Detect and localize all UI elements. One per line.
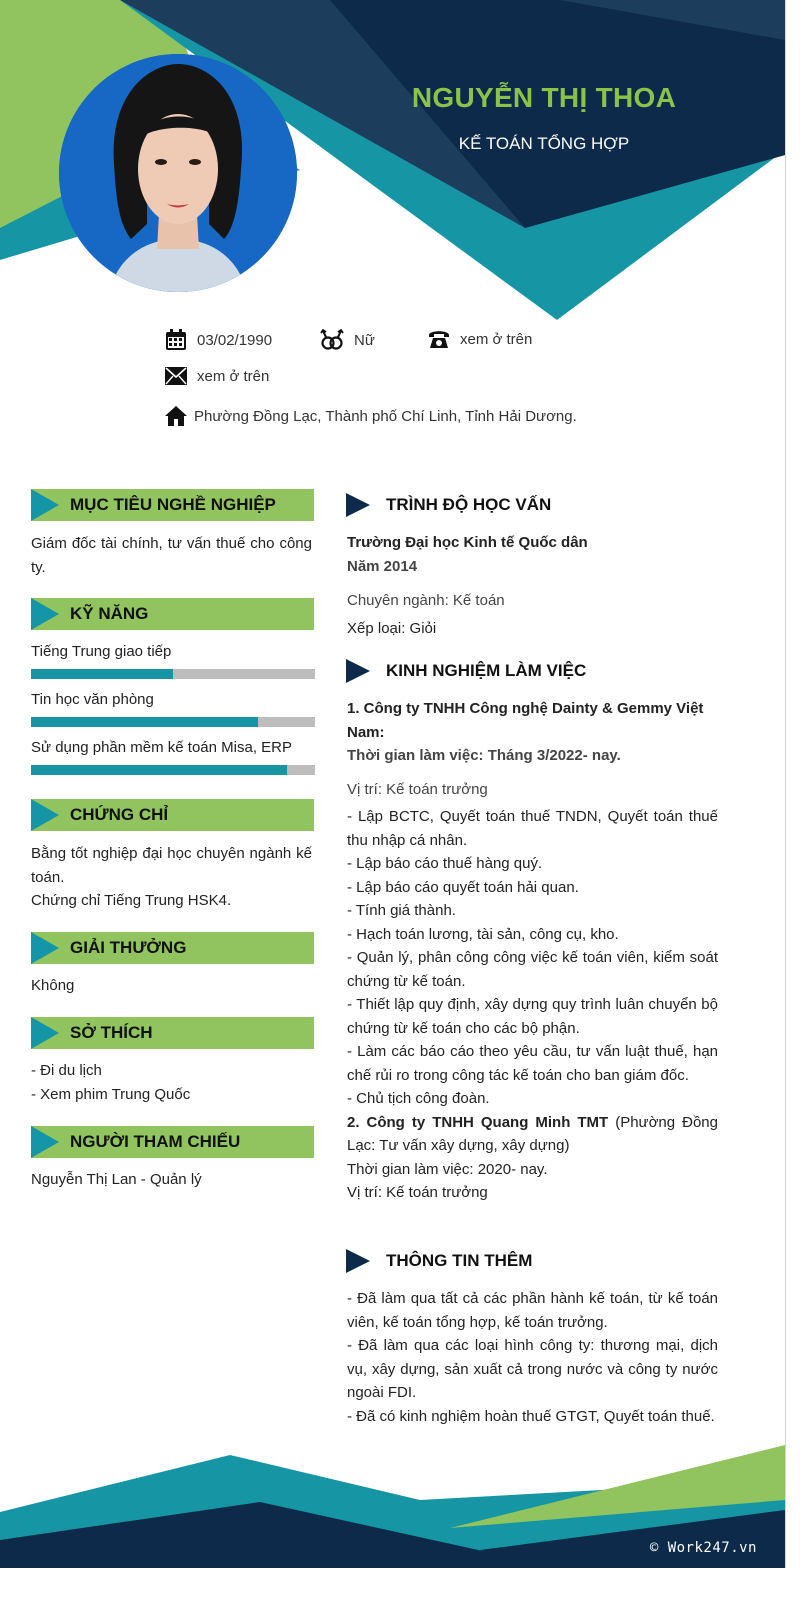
skill-bar xyxy=(31,717,315,727)
section-arrow-icon xyxy=(31,932,59,964)
skills-header xyxy=(31,598,314,630)
additional-item: - Đã làm qua tất cả các phần hành kế toán, từ kế toán viên, kế toán tổng hợp, kế toán trưởng. xyxy=(347,1290,718,1331)
address-value: Phường Đồng Lạc, Thành phố Chí Linh, Tỉnh Hải Dương. xyxy=(194,407,577,425)
job-duty: - Thiết lập quy định, xây dựng quy trình luân chuyển bộ chứng từ kế toán cho các bộ phận. xyxy=(347,996,718,1037)
section-arrow-icon xyxy=(31,799,59,831)
phone-row xyxy=(428,329,532,349)
gender-value: Nữ xyxy=(354,331,375,349)
references-header xyxy=(31,1126,314,1158)
objective-header xyxy=(31,489,314,521)
skill-name: Tin học văn phòng xyxy=(31,691,154,708)
objective-title: MỤC TIÊU NGHỀ NGHIỆP xyxy=(70,495,276,514)
avatar-portrait xyxy=(59,54,297,292)
dob-row xyxy=(165,329,272,351)
candidate-name: NGUYỄN THỊ THOA xyxy=(411,82,677,113)
awards-text: Không xyxy=(31,977,75,994)
skill-name: Tiếng Trung giao tiếp xyxy=(31,643,172,660)
gender-row xyxy=(320,329,375,351)
job-duty: - Hạch toán lương, tài sản, công cụ, kho. xyxy=(347,925,619,943)
section-arrow-icon xyxy=(31,1126,59,1158)
job2-heading xyxy=(347,1111,718,1158)
watermark: © Work247.vn xyxy=(649,1540,757,1556)
section-arrow-icon xyxy=(31,1017,59,1049)
section-arrow-icon xyxy=(31,489,59,521)
references-title: NGƯỜI THAM CHIẾU xyxy=(70,1132,241,1151)
job-duty: - Lập báo cáo quyết toán hải quan. xyxy=(347,878,579,896)
certificate-item: Bằng tốt nghiệp đại học chuyên ngành kế toán. xyxy=(31,845,312,886)
hobby-item: - Xem phim Trung Quốc xyxy=(31,1086,191,1103)
home-icon xyxy=(165,406,187,426)
job-duty: - Lập báo cáo thuế hàng quý. xyxy=(347,855,543,872)
skills-title: KỸ NĂNG xyxy=(70,604,149,623)
certificates-title: CHỨNG CHỈ xyxy=(70,805,169,824)
skill-name: Sử dụng phần mềm kế toán Misa, ERP xyxy=(31,739,293,756)
hobbies-title: SỞ THÍCH xyxy=(70,1023,153,1042)
candidate-position: KẾ TOÁN TỔNG HỢP xyxy=(458,134,630,153)
dob-value: 03/02/1990 xyxy=(197,331,273,349)
job-company: 2. Công ty TNHH Quang Minh TMT xyxy=(347,1113,609,1131)
job-company: 1. Công ty TNHH Công nghệ Dainty & Gemmy Việt Nam: xyxy=(347,700,704,741)
section-arrow-icon xyxy=(346,1249,370,1273)
skill-bar-fill xyxy=(31,765,287,775)
job-role: Vị trí: Kế toán trưởng xyxy=(347,780,488,798)
job-time: Thời gian làm việc: Tháng 3/2022- nay. xyxy=(347,747,621,764)
email-row xyxy=(165,367,269,385)
additional-title: THÔNG TIN THÊM xyxy=(386,1251,533,1270)
education-school: Trường Đại học Kinh tế Quốc dân xyxy=(347,534,588,551)
section-arrow-icon xyxy=(31,598,59,630)
phone-icon xyxy=(428,329,450,349)
education-header xyxy=(346,489,718,521)
references-text: Nguyễn Thị Lan - Quản lý xyxy=(31,1171,202,1188)
hobby-item: - Đi du lịch xyxy=(31,1062,102,1079)
avatar xyxy=(59,54,297,292)
envelope-icon xyxy=(165,367,187,385)
education-grade: Xếp loại: Giỏi xyxy=(347,620,437,637)
email-value: xem ở trên xyxy=(197,367,270,385)
certificate-item: Chứng chỉ Tiếng Trung HSK4. xyxy=(31,892,232,909)
job-duties xyxy=(347,805,718,1111)
additional-content xyxy=(347,1287,718,1428)
education-year: Năm 2014 xyxy=(347,558,418,575)
experience-content xyxy=(347,697,718,1205)
calendar-icon xyxy=(165,329,187,351)
phone-value: xem ở trên xyxy=(460,330,533,348)
additional-header xyxy=(346,1245,718,1277)
job-duty: - Làm các báo cáo theo yêu cầu, tư vấn luật thuế, hạn chế rủi ro trong công tác kế toán cho ban giám đốc. xyxy=(347,1043,718,1084)
education-title: TRÌNH ĐỘ HỌC VẤN xyxy=(386,495,552,514)
certificates-header xyxy=(31,799,314,831)
hobbies-header xyxy=(31,1017,314,1049)
skill-bar xyxy=(31,765,315,775)
section-arrow-icon xyxy=(346,493,370,517)
skill-bar-fill xyxy=(31,669,173,679)
additional-item: - Đã có kinh nghiệm hoàn thuế GTGT, Quyết toán thuế. xyxy=(347,1407,715,1425)
address-row xyxy=(165,406,577,426)
skill-bar xyxy=(31,669,315,679)
job-duty: - Tính giá thành. xyxy=(347,902,456,919)
experience-title: KINH NGHIỆM LÀM VIỆC xyxy=(386,661,587,680)
job-role: Vị trí: Kế toán trưởng xyxy=(347,1184,488,1201)
objective-text: Giám đốc tài chính, tư vấn thuế cho công ty. xyxy=(31,535,312,576)
gender-icon xyxy=(320,329,344,351)
job-duty: - Lập BCTC, Quyết toán thuế TNDN, Quyết toán thuế thu nhập cá nhân. xyxy=(347,808,718,849)
experience-header xyxy=(346,655,718,687)
job-duty: - Quản lý, phân công công việc kế toán viên, kiểm soát chứng từ kế toán. xyxy=(347,949,718,990)
job-company-note: (Phường Đồng Lạc: Tư vấn xây dựng, xây dựng) xyxy=(347,1113,718,1154)
job-duty: - Chủ tịch công đoàn. xyxy=(347,1090,490,1107)
section-arrow-icon xyxy=(346,659,370,683)
skill-bar-fill xyxy=(31,717,258,727)
awards-header xyxy=(31,932,314,964)
awards-title: GIẢI THƯỞNG xyxy=(70,938,187,957)
job-time: Thời gian làm việc: 2020- nay. xyxy=(347,1160,548,1178)
education-major: Chuyên ngành: Kế toán xyxy=(347,592,505,609)
additional-item: - Đã làm qua các loại hình công ty: thương mại, dịch vụ, xây dựng, sản xuất cả trong nước và công ty nước ngoài FDI. xyxy=(347,1337,718,1401)
